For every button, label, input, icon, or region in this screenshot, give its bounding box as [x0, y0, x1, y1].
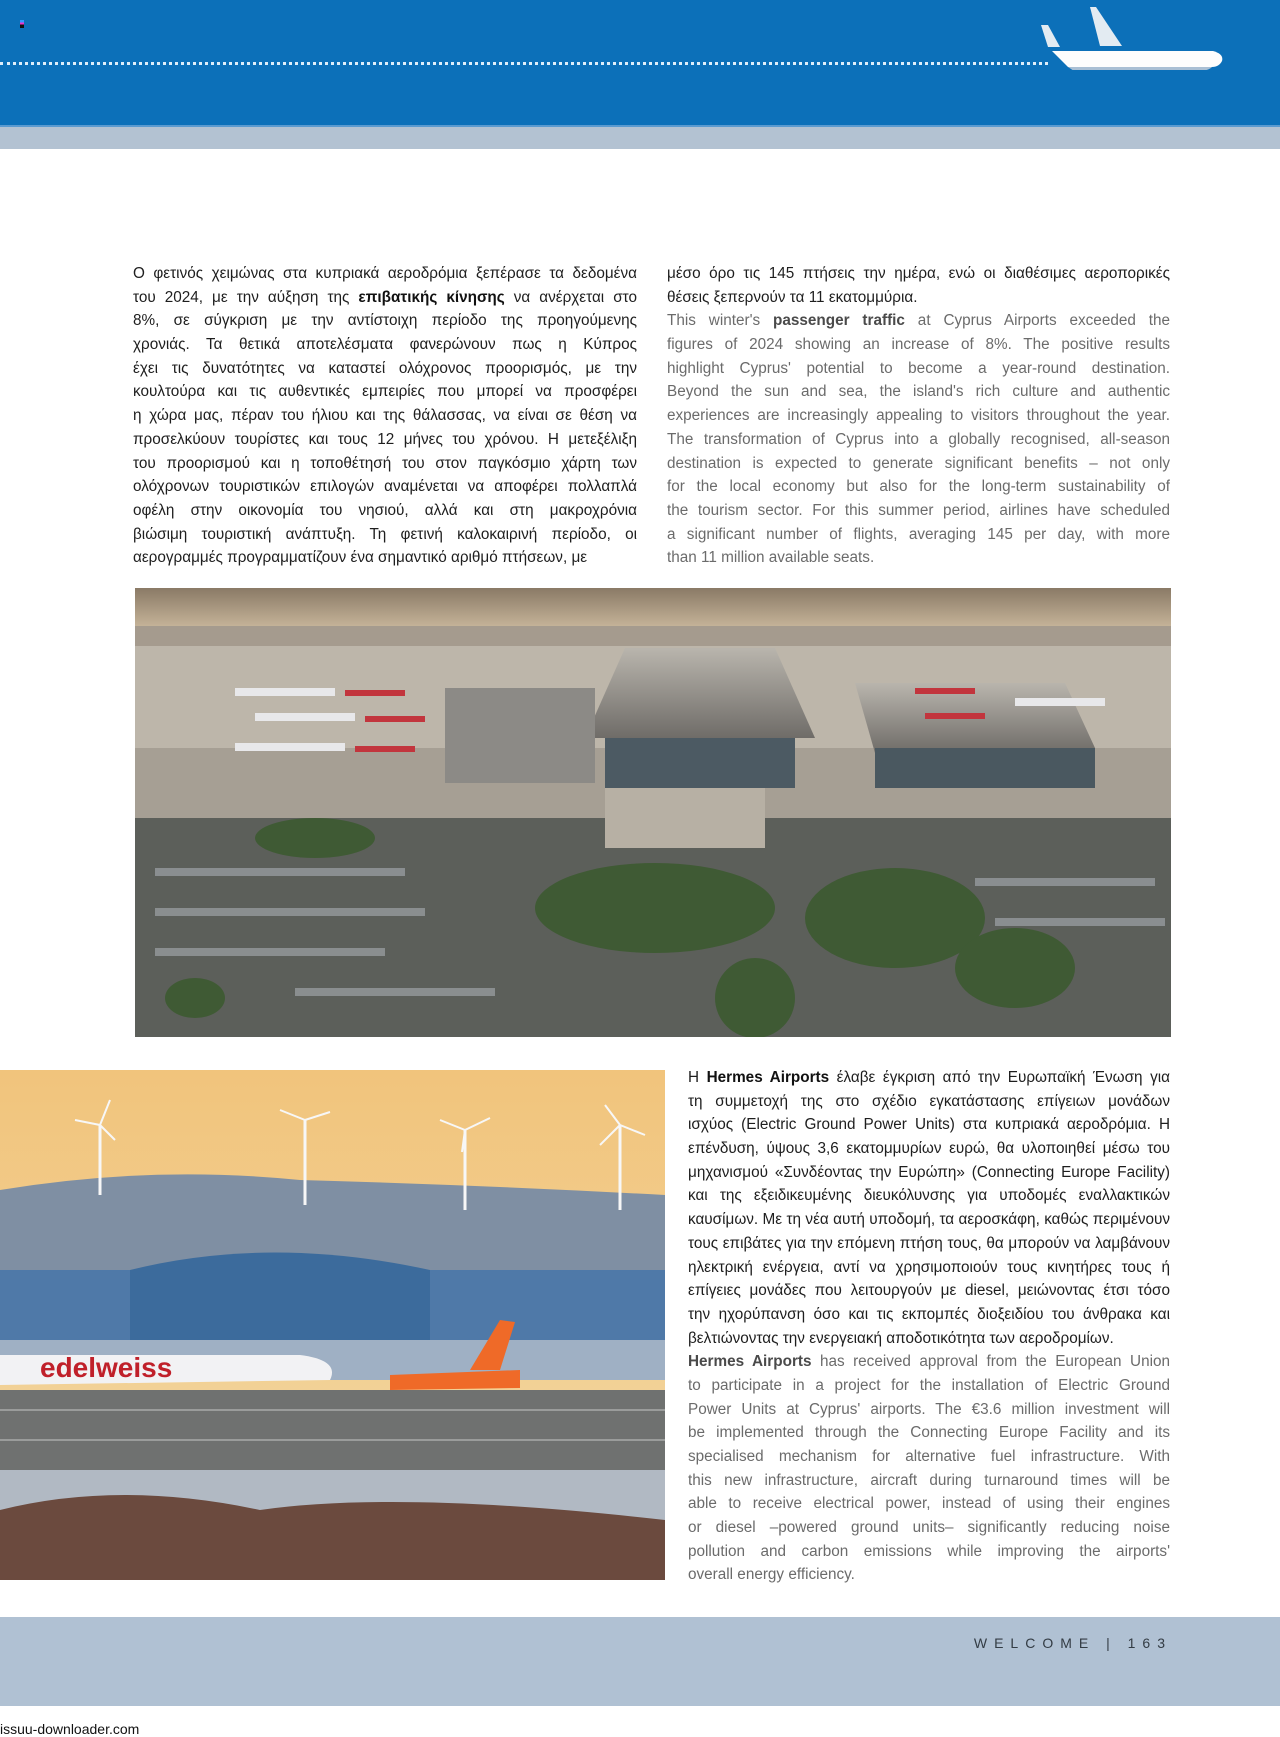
text-line — [688, 1208, 1170, 1232]
hermes-article — [688, 1066, 1170, 1587]
text-run: specialised mechanism for alternative fuel infrastructure. With — [688, 1448, 1170, 1465]
text-run: a significant number of flights, averaging 145 per day, with more — [667, 525, 1170, 543]
text-run: to participate in a project for the installation of Electric Ground — [688, 1376, 1170, 1394]
page-footer — [0, 1617, 1280, 1706]
text-line — [667, 380, 1170, 404]
airport-terminal-aerial-photo — [135, 588, 1171, 1037]
text-line — [667, 309, 1170, 333]
text-run: ηλεκτρική ενέργεια, αντί να χρησιμοποιούν τους κινητήρες τους ή — [688, 1258, 1170, 1276]
text-line — [667, 286, 1170, 310]
folio — [974, 1635, 1172, 1651]
text-run: overall energy efficiency. — [688, 1566, 855, 1584]
intro-greek-continued — [667, 262, 1170, 309]
header-banner — [0, 0, 1280, 125]
text-run: pollution and carbon emissions while improving the airports' — [688, 1542, 1170, 1560]
text-run: βιώσιμη τουριστική ανάπτυξη. Τη φετινή καλοκαιρινή περίοδο, οι — [133, 525, 637, 543]
bold-phrase: passenger traffic — [773, 312, 905, 330]
text-run: The transformation of Cyprus into a globally recognised, all-season — [667, 430, 1170, 448]
text-run: επίγειες μονάδες που λειτουργούν με diesel, μειώνοντας έτσι τόσο — [688, 1282, 1170, 1300]
text-run: χρονιάς. Τα θετικά αποτελέσματα φανερώνουν πως η Κύπρος — [133, 336, 637, 354]
text-run: Beyond the sun and sea, the island's rich culture and authentic — [667, 383, 1170, 401]
text-line — [133, 546, 637, 570]
section-name: WELCOME — [973, 1635, 1096, 1651]
hermes-english-text — [688, 1350, 1170, 1587]
intro-right-column — [667, 262, 1170, 570]
text-run: να ανέρχεται στο — [504, 288, 637, 306]
text-line — [667, 262, 1170, 286]
text-run: έχει τις δυνατότητες να καταστεί ολόχρονος προορισμός, με την — [133, 359, 637, 377]
text-line — [667, 357, 1170, 381]
text-run: την ηχορύπανση όσο και τις εκπομπές διοξειδίου του άνθρακα και — [688, 1305, 1170, 1323]
intro-english-text — [667, 309, 1170, 570]
text-line — [667, 404, 1170, 428]
text-line — [133, 380, 637, 404]
text-line — [688, 1516, 1170, 1540]
text-run: Power Units at Cyprus' airports. The €3.6 million investment will — [688, 1400, 1170, 1418]
text-line — [688, 1137, 1170, 1161]
text-line — [688, 1113, 1170, 1137]
header-gray-band — [0, 125, 1280, 149]
text-run: the tourism sector. For this summer period, airlines have scheduled — [667, 501, 1170, 519]
text-run: able to receive electrical power, instead of using their engines — [688, 1495, 1170, 1513]
watermark: issuu-downloader.com — [0, 1721, 140, 1737]
edelweiss-livery-text: edelweiss — [40, 1352, 173, 1383]
text-line — [133, 499, 637, 523]
text-run: του 2024, με την αύξηση της — [133, 288, 359, 306]
text-line — [133, 333, 637, 357]
text-line — [133, 404, 637, 428]
text-line — [688, 1066, 1170, 1090]
text-line — [688, 1492, 1170, 1516]
text-run: figures of 2024 showing an increase of 8%. The positive results — [667, 336, 1170, 354]
text-run: έλαβε έγκριση από την Ευρωπαϊκή Ένωση για — [829, 1069, 1170, 1086]
text-run: ολόχρονων τουριστικών επιλογών αναμένεται να αποφέρει πολλαπλά — [133, 478, 637, 496]
text-run: του προορισμού και η τοποθέτησή του στον παγκόσμιο χάρτη των — [133, 454, 637, 472]
text-run: 8%, σε σύγκριση με την αντίστοιχη περίοδο της προηγούμενης — [133, 312, 637, 330]
text-line — [667, 523, 1170, 547]
text-run: καυσίμων. Με τη νέα αυτή υποδομή, τα αεροσκάφη, καθώς περιμένουν — [688, 1211, 1170, 1229]
text-line — [133, 286, 637, 310]
text-run: μέσο όρο τις 145 πτήσεις την ημέρα, ενώ οι διαθέσιμες αεροπορικές — [667, 265, 1170, 282]
text-run: has received approval from the European Union — [811, 1353, 1170, 1371]
text-run: τη συμμετοχή της στο σχέδιο εγκατάστασης επίγειων μονάδων — [688, 1092, 1170, 1110]
text-line — [688, 1184, 1170, 1208]
bold-phrase: επιβατικής κίνησης — [358, 288, 505, 306]
text-run: μηχανισμού «Συνδέοντας την Ευρώπη» (Connecting Europe Facility) — [688, 1163, 1170, 1181]
dotted-flight-path — [0, 62, 1048, 65]
page-number: 163 — [1127, 1635, 1172, 1651]
text-line — [688, 1563, 1170, 1587]
text-run: destination is expected to generate significant benefits – not only — [667, 454, 1170, 472]
text-line — [688, 1398, 1170, 1422]
bold-phrase: Hermes Airports — [706, 1069, 830, 1086]
text-run: η χώρα μας, πέραν του ήλιου και της θάλασσας, να είναι σε θέση να — [133, 407, 637, 425]
text-line — [133, 523, 637, 547]
text-line — [688, 1090, 1170, 1114]
text-run: or diesel –powered ground units– significantly reducing noise — [688, 1519, 1170, 1537]
text-run: highlight Cyprus' potential to become a year-round destination. — [667, 359, 1170, 377]
text-run: be implemented through the Connecting Europe Facility and its — [688, 1424, 1170, 1442]
text-line — [688, 1161, 1170, 1185]
text-line — [688, 1540, 1170, 1564]
text-line — [688, 1232, 1170, 1256]
text-line — [688, 1256, 1170, 1280]
text-line — [688, 1445, 1170, 1469]
intro-greek-text — [133, 262, 637, 570]
text-line — [667, 333, 1170, 357]
text-run: αερογραμμές προγραμματίζουν ένα σημαντικό αριθμό πτήσεων, με — [133, 549, 588, 567]
text-line — [667, 499, 1170, 523]
text-line — [688, 1469, 1170, 1493]
text-line — [688, 1303, 1170, 1327]
text-run: ισχύος (Electric Ground Power Units) στα κυπριακά αεροδρόμια. Η — [688, 1116, 1170, 1134]
text-run: experiences are increasingly appealing to visitors throughout the year. — [667, 407, 1170, 425]
text-line — [133, 452, 637, 476]
text-line — [667, 428, 1170, 452]
text-run: και της εξειδικευμένης διευκόλυνσης για υποδομές εναλλακτικών — [688, 1187, 1170, 1205]
text-line — [667, 546, 1170, 570]
text-run: θέσεις ξεπερνούν τα 11 εκατομμύρια. — [667, 288, 918, 306]
text-run: this new infrastructure, aircraft during turnaround times will be — [688, 1471, 1170, 1489]
text-line — [133, 262, 637, 286]
hermes-greek-text — [688, 1066, 1170, 1350]
text-line — [688, 1327, 1170, 1351]
text-run: Ο φετινός χειμώνας στα κυπριακά αεροδρόμια ξεπέρασε τα δεδομένα — [133, 265, 637, 282]
text-line — [688, 1279, 1170, 1303]
text-run: τους επιβάτες για την επόμενη πτήση τους, θα μπορούν να λαμβάνουν — [688, 1234, 1170, 1252]
text-line — [688, 1421, 1170, 1445]
larnaca-airport-apron-photo — [0, 1070, 665, 1580]
text-run: κουλτούρα και τις αυθεντικές εμπειρίες που μπορεί να προσφέρει — [133, 383, 637, 401]
airplane-icon — [1038, 5, 1228, 70]
text-line — [667, 452, 1170, 476]
text-line — [667, 475, 1170, 499]
text-run: This winter's — [667, 312, 774, 330]
text-line — [133, 475, 637, 499]
bold-phrase: Hermes Airports — [688, 1353, 812, 1371]
text-line — [133, 428, 637, 452]
text-run: προσελκύουν τουρίστες και τους 12 μήνες του χρόνου. Η μετεξέλιξη — [133, 430, 637, 448]
text-run: at Cyprus Airports exceeded the — [904, 312, 1170, 330]
text-line — [133, 309, 637, 333]
print-color-mark — [20, 20, 24, 28]
text-line — [688, 1350, 1170, 1374]
text-run: Η — [688, 1069, 707, 1086]
text-run: for the local economy but also for the long-term sustainability of — [667, 478, 1170, 496]
text-run: επένδυση, ύψους 3,6 εκατομμυρίων ευρώ, θα υλοποιηθεί μέσω του — [688, 1140, 1170, 1158]
text-line — [688, 1374, 1170, 1398]
folio-separator: | — [1106, 1635, 1117, 1651]
text-run: οφέλη στην οικονομία του νησιού, αλλά και στη μακροχρόνια — [133, 501, 637, 519]
text-run: than 11 million available seats. — [667, 549, 875, 567]
text-line — [133, 357, 637, 381]
text-run: βελτιώνοντας την ενεργειακή αποδοτικότητα των αεροδρομίων. — [688, 1329, 1114, 1347]
